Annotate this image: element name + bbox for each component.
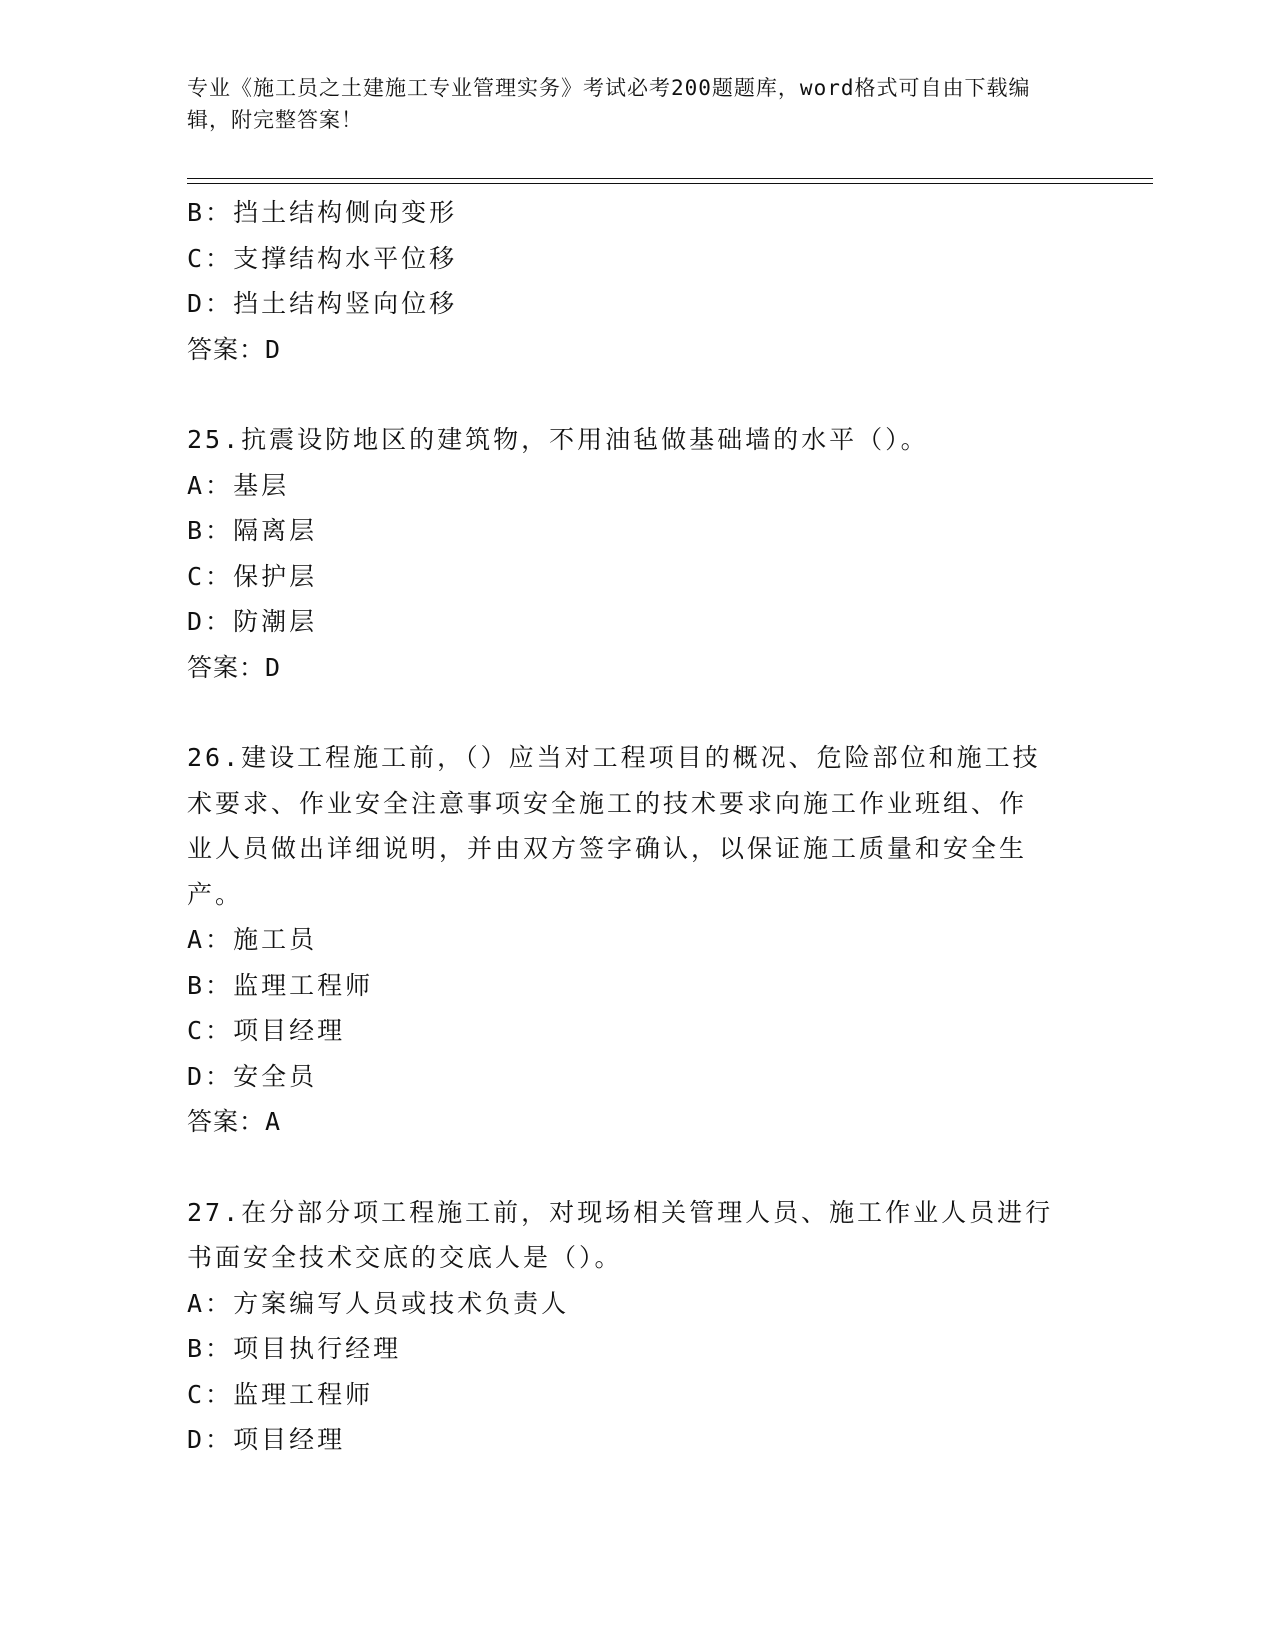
option-letter: B： <box>187 1334 234 1363</box>
answer: 答案：D <box>187 334 282 364</box>
option-letter: D： <box>187 1425 234 1454</box>
answer: 答案：A <box>187 1107 282 1136</box>
question-25 <box>187 417 1087 690</box>
option-letter: A： <box>187 470 234 500</box>
option-letter: B： <box>187 970 234 1000</box>
header-divider-top <box>187 178 1153 179</box>
option-text: 监理工程师 <box>233 1379 374 1409</box>
question-stem-line: 26.建设工程施工前，（）应当对工程项目的概况、危险部位和施工技 <box>187 743 1041 772</box>
option-letter: A： <box>187 925 234 954</box>
question-stem-line: 术要求、作业安全注意事项安全施工的技术要求向施工作业班组、作 <box>187 788 1028 818</box>
question-stem-line: 产。 <box>187 879 244 909</box>
answer: 答案：D <box>187 652 282 682</box>
option-c <box>187 554 1087 600</box>
option-letter: C： <box>187 1016 234 1045</box>
option-c <box>187 1008 1087 1054</box>
option-a <box>187 917 1087 963</box>
question-list <box>187 190 1087 1463</box>
option-text: 挡土结构侧向变形 <box>233 198 458 227</box>
option-text: 施工员 <box>233 925 318 954</box>
spacer <box>187 1145 1087 1190</box>
option-a <box>187 1281 1087 1327</box>
option-letter: B： <box>187 198 234 227</box>
question-stem-line: 27.在分部分项工程施工前，对现场相关管理人员、施工作业人员进行 <box>187 1197 1054 1227</box>
option-letter: C： <box>187 1379 234 1409</box>
option-letter: D： <box>187 289 234 318</box>
option-letter: D： <box>187 1061 234 1091</box>
option-text: 项目经理 <box>233 1016 346 1045</box>
question-stem-line: 业人员做出详细说明，并由双方签字确认，以保证施工质量和安全生 <box>187 834 1028 863</box>
question-stem-line: 25.抗震设防地区的建筑物，不用油毡做基础墙的水平（）。 <box>187 425 929 454</box>
question-27 <box>187 1190 1087 1463</box>
option-text: 项目执行经理 <box>233 1334 402 1363</box>
option-text: 基层 <box>233 470 290 500</box>
option-text: 安全员 <box>233 1061 318 1091</box>
option-text: 保护层 <box>233 561 318 591</box>
header-divider-bottom <box>187 183 1153 184</box>
option-text: 方案编写人员或技术负责人 <box>233 1288 570 1318</box>
option-text: 挡土结构竖向位移 <box>233 289 458 318</box>
option-b <box>187 963 1087 1009</box>
option-d <box>187 599 1087 645</box>
question-stem-line: 书面安全技术交底的交底人是（）。 <box>187 1243 623 1272</box>
document-header: 专业《施工员之土建施工专业管理实务》考试必考200题题库，word格式可自由下载编辑，附完整答案！ <box>187 76 1031 132</box>
option-text: 监理工程师 <box>233 970 374 1000</box>
option-c <box>187 1372 1087 1418</box>
option-text: 防潮层 <box>233 607 318 636</box>
question-24-tail <box>187 190 1087 372</box>
option-b <box>187 508 1087 554</box>
option-d <box>187 281 1087 327</box>
question-26 <box>187 735 1087 1145</box>
option-b <box>187 190 1087 236</box>
option-text: 支撑结构水平位移 <box>233 243 458 273</box>
spacer <box>187 372 1087 417</box>
option-c <box>187 236 1087 282</box>
option-b <box>187 1326 1087 1372</box>
option-d <box>187 1054 1087 1100</box>
option-letter: A： <box>187 1288 234 1318</box>
option-letter: C： <box>187 561 234 591</box>
option-a <box>187 463 1087 509</box>
spacer <box>187 690 1087 735</box>
option-letter: B： <box>187 516 234 545</box>
option-text: 隔离层 <box>233 516 318 545</box>
option-letter: D： <box>187 607 234 636</box>
option-text: 项目经理 <box>233 1425 346 1454</box>
option-letter: C： <box>187 243 234 273</box>
option-d <box>187 1417 1087 1463</box>
